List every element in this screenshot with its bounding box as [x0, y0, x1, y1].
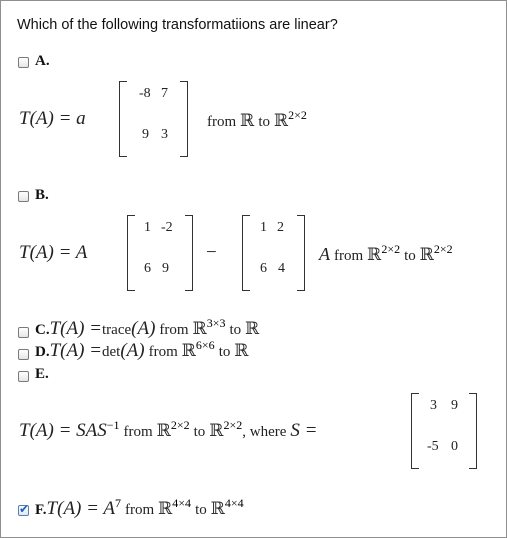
from-word: from [123, 424, 153, 440]
option-b-matrix2-cell: 1 [260, 220, 267, 235]
option-d-label: D. [35, 344, 50, 360]
option-a-domain-text [207, 108, 307, 131]
option-b-matrix1-cell: 1 [144, 220, 151, 235]
to-word: to [258, 114, 270, 130]
option-b-matrix1-cell: 6 [144, 261, 151, 276]
to-word: to [193, 424, 206, 440]
option-f-row [35, 498, 244, 520]
option-a-matrix-left-bracket [119, 81, 127, 157]
option-e-checkbox[interactable] [18, 371, 29, 382]
option-b-matrix2-cell: 2 [277, 220, 284, 235]
option-a-matrix-cell: 7 [161, 86, 168, 101]
option-e-matrix-cell: 9 [451, 398, 458, 413]
s-equals: S = [290, 420, 318, 441]
option-b-lhs: T(A) = A [19, 242, 88, 263]
option-d-row [35, 340, 249, 362]
to-word: to [195, 502, 207, 518]
codomain-symbol: ℝ [245, 319, 260, 339]
domain-symbol: ℝ [158, 499, 173, 519]
option-c-checkbox[interactable] [18, 327, 29, 338]
option-b-matrix2-cell: 4 [278, 261, 285, 276]
option-b-matrix2-left-bracket [242, 215, 250, 291]
option-e-row [19, 420, 317, 442]
from-word: from [334, 248, 364, 264]
option-e-lhs: T(A) = SAS [19, 420, 107, 441]
option-d-checkbox[interactable] [18, 349, 29, 360]
option-a-matrix-cell: -8 [139, 86, 151, 101]
codomain-symbol: ℝ [209, 421, 224, 441]
function-arg: (A) [131, 318, 156, 339]
option-b-matrix1-cell: -2 [161, 220, 173, 235]
option-c-row [35, 318, 259, 340]
domain-symbol: ℝ [240, 111, 255, 131]
suffix-variable: A [319, 244, 330, 264]
option-b-matrix2-right-bracket [297, 215, 305, 291]
option-e-lhs-exponent: −1 [106, 418, 120, 432]
to-word: to [218, 344, 231, 360]
domain-exponent: 3×3 [206, 316, 226, 330]
option-c-label: C. [35, 322, 50, 338]
option-f-checkbox[interactable] [18, 505, 29, 516]
function-name: det [102, 344, 121, 360]
question-text: Which of the following transformatiions are linear? [17, 17, 338, 33]
option-b-minus-sign: − [206, 242, 217, 263]
from-word: from [148, 344, 178, 360]
option-b-matrix1-cell: 9 [162, 261, 169, 276]
option-b-matrix1-left-bracket [127, 215, 135, 291]
option-e-label: E. [35, 366, 49, 382]
codomain-exponent: 2×2 [223, 418, 243, 432]
option-a-matrix-cell: 3 [161, 127, 168, 142]
codomain-exponent: 4×4 [224, 496, 244, 510]
option-b-label: B. [35, 187, 49, 203]
option-b-checkbox[interactable] [18, 191, 29, 202]
option-b-matrix2-cell: 6 [260, 261, 267, 276]
option-a-matrix-cell: 9 [142, 127, 149, 142]
option-f-lhs-exponent: 7 [114, 496, 121, 510]
option-e-matrix-cell: -5 [427, 439, 439, 454]
option-a-checkbox[interactable] [18, 57, 29, 68]
from-word: from [159, 322, 189, 338]
option-e-matrix-left-bracket [411, 393, 419, 469]
domain-exponent: 2×2 [170, 418, 190, 432]
option-b-domain-text [319, 244, 453, 265]
option-e-matrix-cell: 0 [451, 439, 458, 454]
option-a-matrix-right-bracket [180, 81, 188, 157]
domain-symbol: ℝ [181, 341, 196, 361]
from-word: from [124, 502, 155, 518]
codomain-exponent: 2×2 [433, 242, 453, 256]
option-f-lhs: T(A) = A [46, 498, 115, 519]
option-d-expr: T(A) = [49, 340, 102, 361]
codomain-exponent: 2×2 [288, 108, 307, 122]
codomain-symbol: ℝ [234, 341, 249, 361]
option-a-label: A. [35, 53, 50, 69]
to-word: to [404, 248, 416, 264]
codomain-symbol: ℝ [273, 111, 289, 131]
domain-symbol: ℝ [192, 319, 207, 339]
option-c-expr: T(A) = [49, 318, 102, 339]
option-f-label: F. [35, 502, 47, 518]
function-arg: (A) [120, 340, 145, 361]
option-a-lhs: T(A) = a [19, 108, 86, 129]
domain-exponent: 4×4 [172, 496, 192, 510]
where-word: , where [242, 424, 287, 440]
domain-symbol: ℝ [156, 421, 171, 441]
from-word: from [207, 114, 237, 130]
domain-symbol: ℝ [367, 245, 382, 265]
function-name: trace [102, 322, 132, 338]
codomain-symbol: ℝ [419, 245, 434, 265]
option-e-matrix-right-bracket [469, 393, 477, 469]
to-word: to [229, 322, 242, 338]
domain-exponent: 2×2 [381, 242, 401, 256]
option-e-matrix-cell: 3 [430, 398, 437, 413]
option-b-matrix1-right-bracket [185, 215, 193, 291]
codomain-symbol: ℝ [210, 499, 225, 519]
domain-exponent: 6×6 [195, 338, 215, 352]
